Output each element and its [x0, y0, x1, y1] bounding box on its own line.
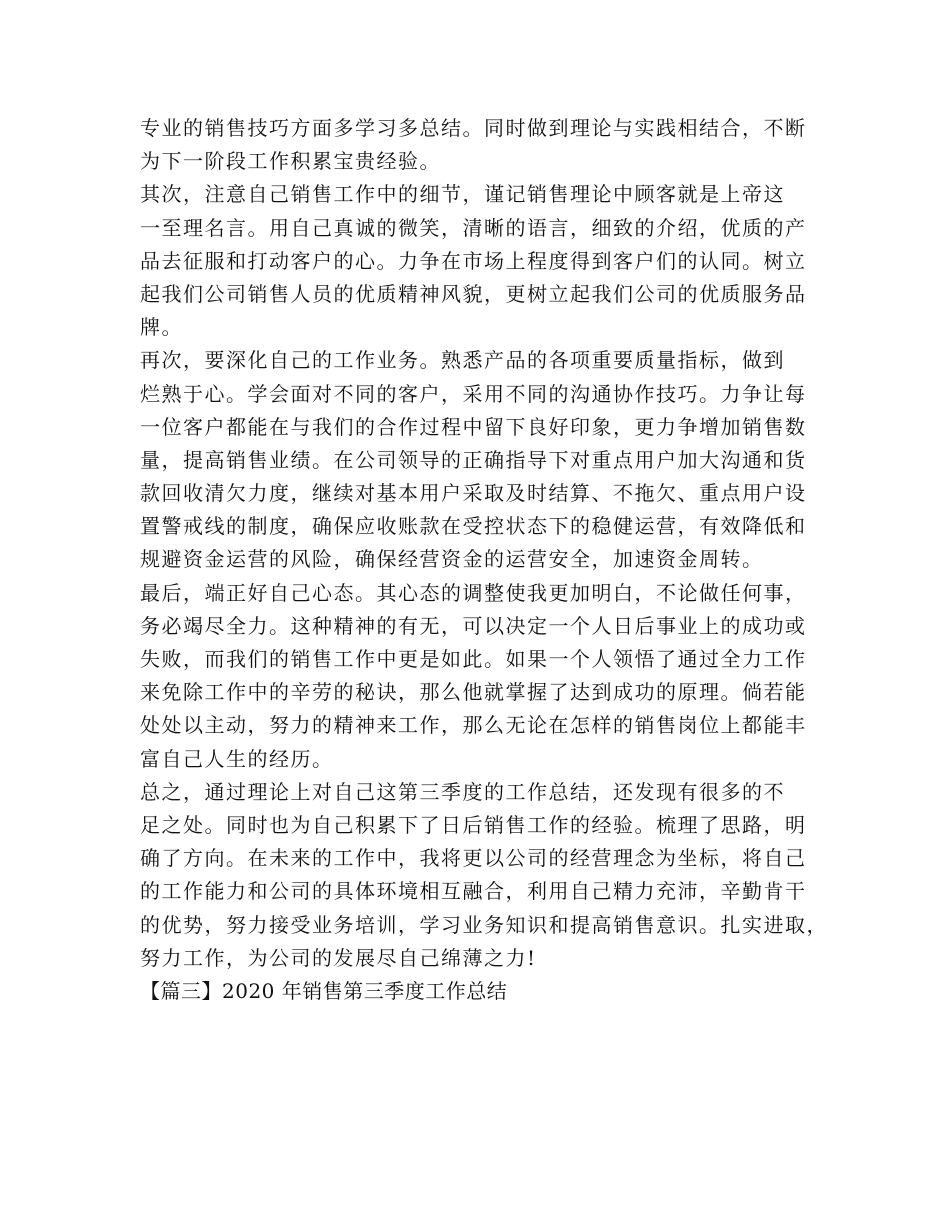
text-line: 量，提高销售业绩。在公司领导的正确指导下对重点用户加大沟通和货	[140, 447, 807, 472]
text-line: 一至理名言。用自己真诚的微笑，清晰的语言，细致的介绍，优质的产	[140, 215, 807, 240]
text-line: 再次，要深化自己的工作业务。熟悉产品的各项重要质量指标，做到	[140, 348, 785, 373]
text-line: 来免除工作中的辛劳的秘诀，那么他就掌握了达到成功的原理。倘若能	[140, 680, 807, 705]
body-text	[140, 112, 830, 1008]
text-line: 的工作能力和公司的具体环境相互融合，利用自己精力充沛，辛勤肯干	[140, 879, 807, 904]
text-line: 处处以主动，努力的精神来工作，那么无论在怎样的销售岗位上都能丰	[140, 713, 807, 738]
text-line: 确了方向。在未来的工作中，我将更以公司的经营理念为坐标，将自己	[140, 846, 807, 871]
text-line: 为下一阶段工作积累宝贵经验。	[140, 149, 441, 174]
text-line: 品去征服和打动客户的心。力争在市场上程度得到客户们的认同。树立	[140, 248, 807, 273]
text-line: 其次，注意自己销售工作中的细节，谨记销售理论中顾客就是上帝这	[140, 182, 785, 207]
text-line: 规避资金运营的风险，确保经营资金的运营安全，加速资金周转。	[140, 547, 764, 572]
text-line: 置警戒线的制度，确保应收账款在受控状态下的稳健运营，有效降低和	[140, 514, 807, 539]
text-line: 一位客户都能在与我们的合作过程中留下良好印象，更力争增加销售数	[140, 414, 807, 439]
text-line: 的优势，努力接受业务培训，学习业务知识和提高销售意识。扎实进取，	[140, 912, 828, 937]
text-line: 足之处。同时也为自己积累下了日后销售工作的经验。梳理了思路，明	[140, 812, 807, 837]
text-line: 专业的销售技巧方面多学习多总结。同时做到理论与实践相结合，不断	[140, 116, 807, 140]
text-line: 起我们公司销售人员的优质精神风貌，更树立起我们公司的优质服务品	[140, 281, 807, 306]
text-line: 牌。	[140, 315, 183, 340]
text-line: 款回收清欠力度，继续对基本用户采取及时结算、不拖欠、重点用户设	[140, 481, 807, 506]
text-line: 失败，而我们的销售工作中更是如此。如果一个人领悟了通过全力工作	[140, 647, 807, 671]
text-line: 富自己人生的经历。	[140, 746, 334, 771]
text-line: 最后，端正好自己心态。其心态的调整使我更加明白，不论做任何事，	[140, 580, 807, 605]
text-line: 总之，通过理论上对自己这第三季度的工作总结，还发现有很多的不	[140, 779, 785, 804]
text-line: 务必竭尽全力。这种精神的有无，可以决定一个人日后事业上的成功或	[140, 613, 807, 638]
section-heading: 【篇三】2020 年销售第三季度工作总结	[140, 978, 508, 1003]
text-line: 烂熟于心。学会面对不同的客户，采用不同的沟通协作技巧。力争让每	[140, 381, 807, 406]
text-line: 努力工作，为公司的发展尽自己绵薄之力!	[140, 945, 537, 970]
